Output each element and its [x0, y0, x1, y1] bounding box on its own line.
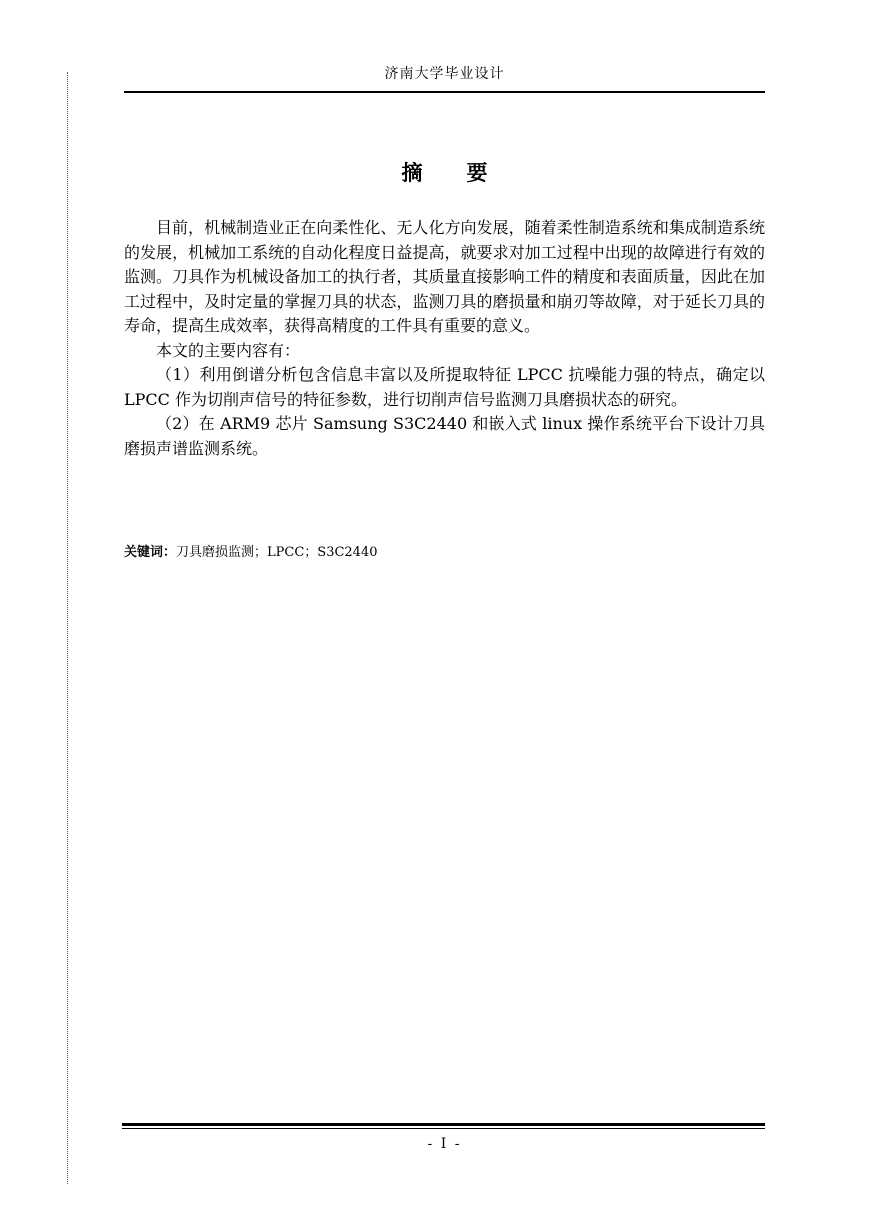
page-number: - I - [427, 1136, 462, 1152]
header-title: 济南大学毕业设计 [384, 66, 505, 82]
keywords-label: 关键词： [124, 545, 177, 560]
abstract-title: 摘要 [401, 161, 532, 185]
abstract-body [124, 216, 765, 461]
keywords-values: 刀具磨损监测；LPCC；S3C2440 [176, 545, 378, 560]
footer-rule-thin [122, 1128, 765, 1129]
abstract-paragraph-1: 目前，机械制造业正在向柔性化、无人化方向发展，随着柔性制造系统和集成制造系统的发展，机械加工系统的自动化程度日益提高，就要求对加工过程中出现的故障进行有效的监测。刀具作为机械设备加工的执行者，其质量直接影响工件的精度和表面质量，因此在加工过程中，及时定量的掌握刀具的状态，监测刀具的磨损量和崩刃等故障，对于延长刀具的寿命，提高生成效率，获得高精度的工件具有重要的意义。 [124, 218, 765, 335]
abstract-paragraph-3: （1）利用倒谱分析包含信息丰富以及所提取特征 LPCC 抗噪能力强的特点，确定以 LPCC 作为切削声信号的特征参数，进行切削声信号监测刀具磨损状态的研究。 [124, 365, 765, 409]
abstract-paragraph-4: （2）在 ARM9 芯片 Samsung S3C2440 和嵌入式 linux 操作系统平台下设计刀具磨损声谱监测系统。 [124, 414, 765, 458]
header-rule [124, 91, 765, 93]
binding-dotted-line [67, 72, 68, 1184]
footer-rule-thick [122, 1123, 765, 1126]
abstract-paragraph-2: 本文的主要内容有： [156, 340, 301, 360]
keywords-line [124, 541, 378, 560]
